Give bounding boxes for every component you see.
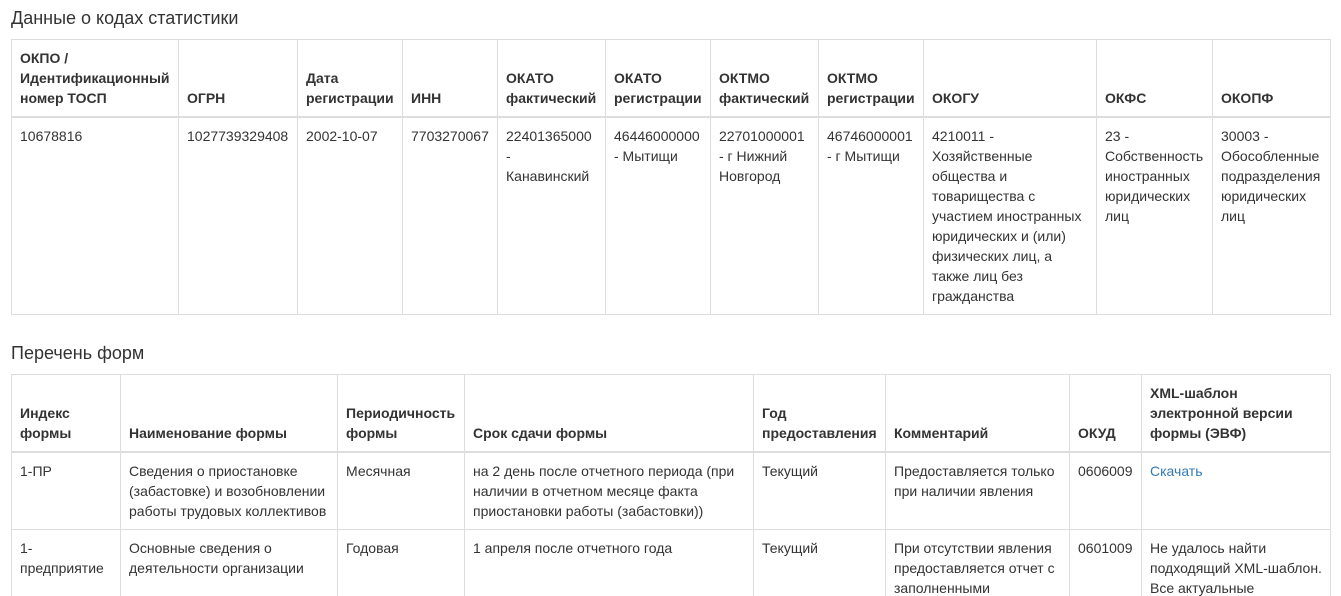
form-xml-cell: Не удалось найти подходящий XML-шаблон. Все актуальные [1142,530,1331,596]
form-index-cell: 1-предприятие [12,530,121,596]
forms-section-title: Перечень форм [11,343,145,363]
forms-table [11,374,1331,596]
ogrn-cell: 1027739329408 [179,117,298,315]
table-row [12,452,1331,530]
form-deadline-cell: 1 апреля после отчетного года [465,530,754,596]
column-header: Периодичность формы [338,375,465,453]
column-header: ИНН [403,40,498,118]
column-header: ОКТМО регистрации [819,40,924,118]
form-name-cell: Основные сведения о деятельности организации [121,530,338,596]
column-header: ОКТМО фактический [711,40,819,118]
form-year-cell: Текущий [754,452,886,530]
column-header: ОКОПФ [1213,40,1331,118]
form-deadline-cell: на 2 день после отчетного периода (при наличии в отчетном месяце факта приостановки работы (забастовки)) [465,452,754,530]
download-link[interactable]: Скачать [1150,463,1203,479]
form-okud-cell: 0606009 [1070,452,1142,530]
column-header: Год предоставления [754,375,886,453]
column-header: ОГРН [179,40,298,118]
oktmo-actual-cell: 22701000001 - г Нижний Новгород [711,117,819,315]
okfs-cell: 23 - Собственность иностранных юридических лиц [1097,117,1213,315]
codes-header-row [12,40,1331,118]
column-header: ОКУД [1070,375,1142,453]
oktmo-registration-cell: 46746000001 - г Мытищи [819,117,924,315]
form-index-cell: 1-ПР [12,452,121,530]
column-header: Срок сдачи формы [465,375,754,453]
form-okud-cell: 0601009 [1070,530,1142,596]
form-comment-cell: Предоставляется только при наличии явления [886,452,1070,530]
registration-date-cell: 2002-10-07 [298,117,403,315]
form-name-cell: Сведения о приостановке (забастовке) и возобновлении работы трудовых коллективов [121,452,338,530]
form-periodicity-cell: Годовая [338,530,465,596]
column-header: Комментарий [886,375,1070,453]
column-header: XML-шаблон электронной версии формы (ЭВФ) [1142,375,1331,453]
column-header: ОКАТО фактический [498,40,606,118]
codes-section-title: Данные о кодах статистики [11,8,239,28]
column-header: Дата регистрации [298,40,403,118]
column-header: ОКОГУ [924,40,1097,118]
okato-registration-cell: 46446000000 - Мытищи [606,117,711,315]
column-header: Наименование формы [121,375,338,453]
column-header: ОКПО / Идентификационный номер ТОСП [12,40,179,118]
codes-table [11,39,1331,315]
column-header: Индекс формы [12,375,121,453]
form-xml-cell [1142,452,1331,530]
column-header: ОКАТО регистрации [606,40,711,118]
okopf-cell: 30003 - Обособленные подразделения юридических лиц [1213,117,1331,315]
column-header: ОКФС [1097,40,1213,118]
inn-cell: 7703270067 [403,117,498,315]
forms-header-row [12,375,1331,453]
form-comment-cell: При отсутствии явления предоставляется отчет с заполненными [886,530,1070,596]
table-row [12,530,1331,596]
form-year-cell: Текущий [754,530,886,596]
okpo-cell: 10678816 [12,117,179,315]
okato-actual-cell: 22401365000 - Канавинский [498,117,606,315]
form-periodicity-cell: Месячная [338,452,465,530]
table-row [12,117,1331,315]
okogu-cell: 4210011 - Хозяйственные общества и товарищества с участием иностранных юридических и (или) физических лиц, а также лиц без гражданства [924,117,1097,315]
